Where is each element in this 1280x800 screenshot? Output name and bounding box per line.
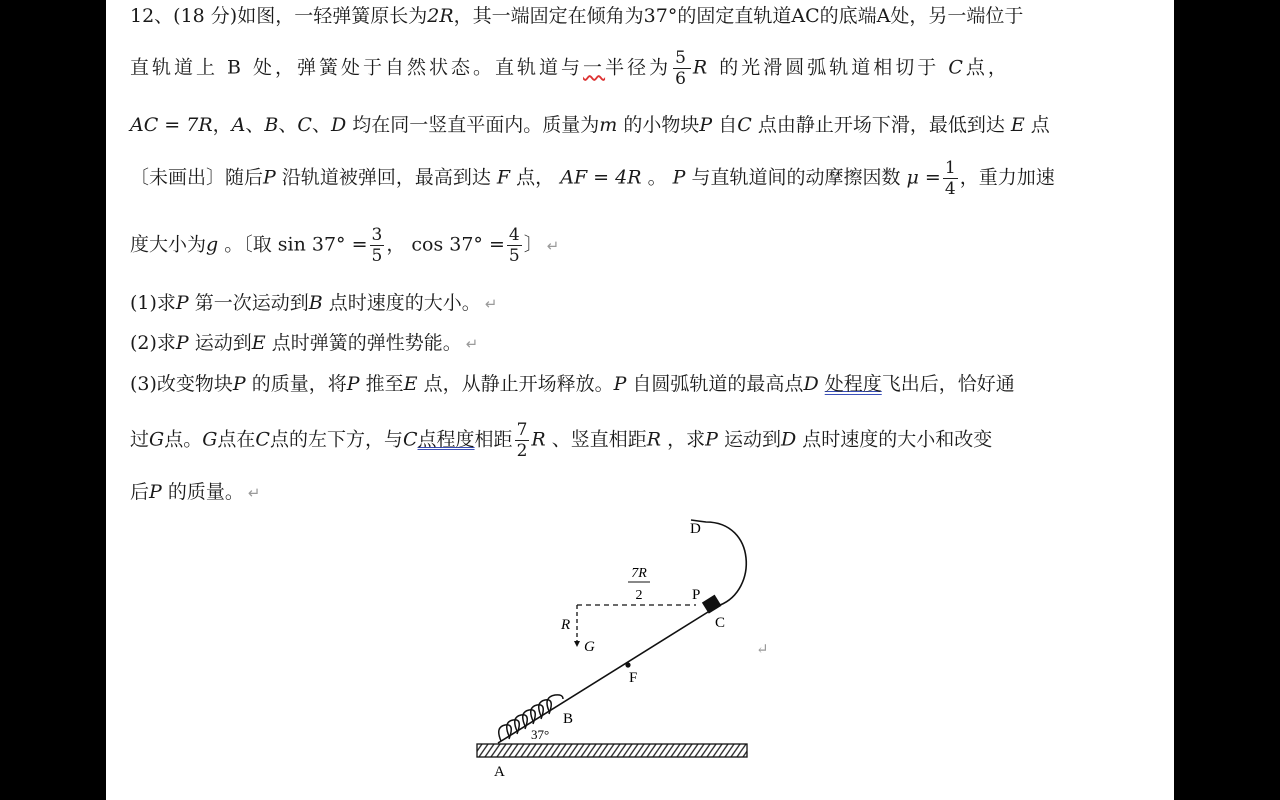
label-p: P <box>692 587 701 603</box>
problem-line-1: 12、(18 分)如图，一轻弹簧原长为2R，其一端固定在倾角为37°的固定直轨道AC的底端A处，另一端位于 <box>130 5 1024 27</box>
label-c: C <box>715 615 726 631</box>
question-1: (1)求P 第一次运动到B 点时速度的大小。 ↵ <box>130 292 498 314</box>
problem-line-5: 度大小为g 。〔取 sin 37° = $\frac{3}{5}$ ， cos 37° = $\frac{4}{5}$ 〕 ↵ <box>130 225 560 266</box>
label-b: B <box>563 711 574 727</box>
question-3-line-2: 过G点。G点在C点的左下方，与C点程度相距 $\frac{7}{2}$ R 、竖直相距R ，求P 运动到D 点时速度的大小和改变 <box>130 420 993 461</box>
paragraph-mark: ↵ <box>546 236 560 255</box>
physics-diagram <box>106 0 1174 800</box>
arrow-head <box>574 641 580 647</box>
paragraph-mark: ↵ <box>465 335 479 353</box>
label-g: G <box>584 639 595 655</box>
label-2: 2 <box>635 588 643 603</box>
paragraph-mark: ↵ <box>756 642 769 658</box>
block-p <box>702 595 722 614</box>
label-a: A <box>494 764 505 780</box>
question-3-line-3: 后P 的质量。 ↵ <box>130 481 261 503</box>
fraction-1-4: $\frac{1}{4}$ <box>944 158 956 199</box>
label-f: F <box>629 670 638 686</box>
fraction-7-2: $\frac{7}{2}$ <box>516 420 528 461</box>
fraction-4-5: $\frac{4}{5}$ <box>508 225 520 266</box>
incline-track <box>498 607 716 743</box>
point-f <box>625 662 630 667</box>
label-angle: 37° <box>531 727 550 742</box>
problem-line-2: 直轨道上 B 处，弹簧处于自然状态。直轨道与一半径为 $\frac{5}{6}$ R 的光滑圆弧轨道相切于 C点， <box>130 48 1010 89</box>
paragraph-mark: ↵ <box>484 295 498 313</box>
ground <box>477 744 747 757</box>
label-d: D <box>690 521 701 537</box>
label-r: R <box>561 617 571 633</box>
fraction-5-6: $\frac{5}{6}$ <box>675 48 689 89</box>
problem-line-4: 〔未画出〕随后P 沿轨道被弹回，最高到达 F 点， AF = 4R 。 P 与直轨道间的动摩擦因数 μ = $\frac{1}{4}$ ，重力加速 <box>130 158 1055 199</box>
document-page <box>106 0 1174 800</box>
question-3-line-1: (3)改变物块P 的质量，将P 推至E 点，从静止开场释放。P 自圆弧轨道的最高点D 处程度飞出后，恰好通 <box>130 373 1015 395</box>
problem-line-3: AC = 7R，A、B、C、D 均在同一竖直平面内。质量为m 的小物块P 自C 点由静止开场下滑，最低到达 E 点 <box>130 114 1050 136</box>
label-7r: 7R <box>631 566 647 581</box>
fraction-3-5: $\frac{3}{5}$ <box>371 225 383 266</box>
paragraph-mark: ↵ <box>247 484 261 502</box>
question-2: (2)求P 运动到E 点时弹簧的弹性势能。 ↵ <box>130 332 479 354</box>
